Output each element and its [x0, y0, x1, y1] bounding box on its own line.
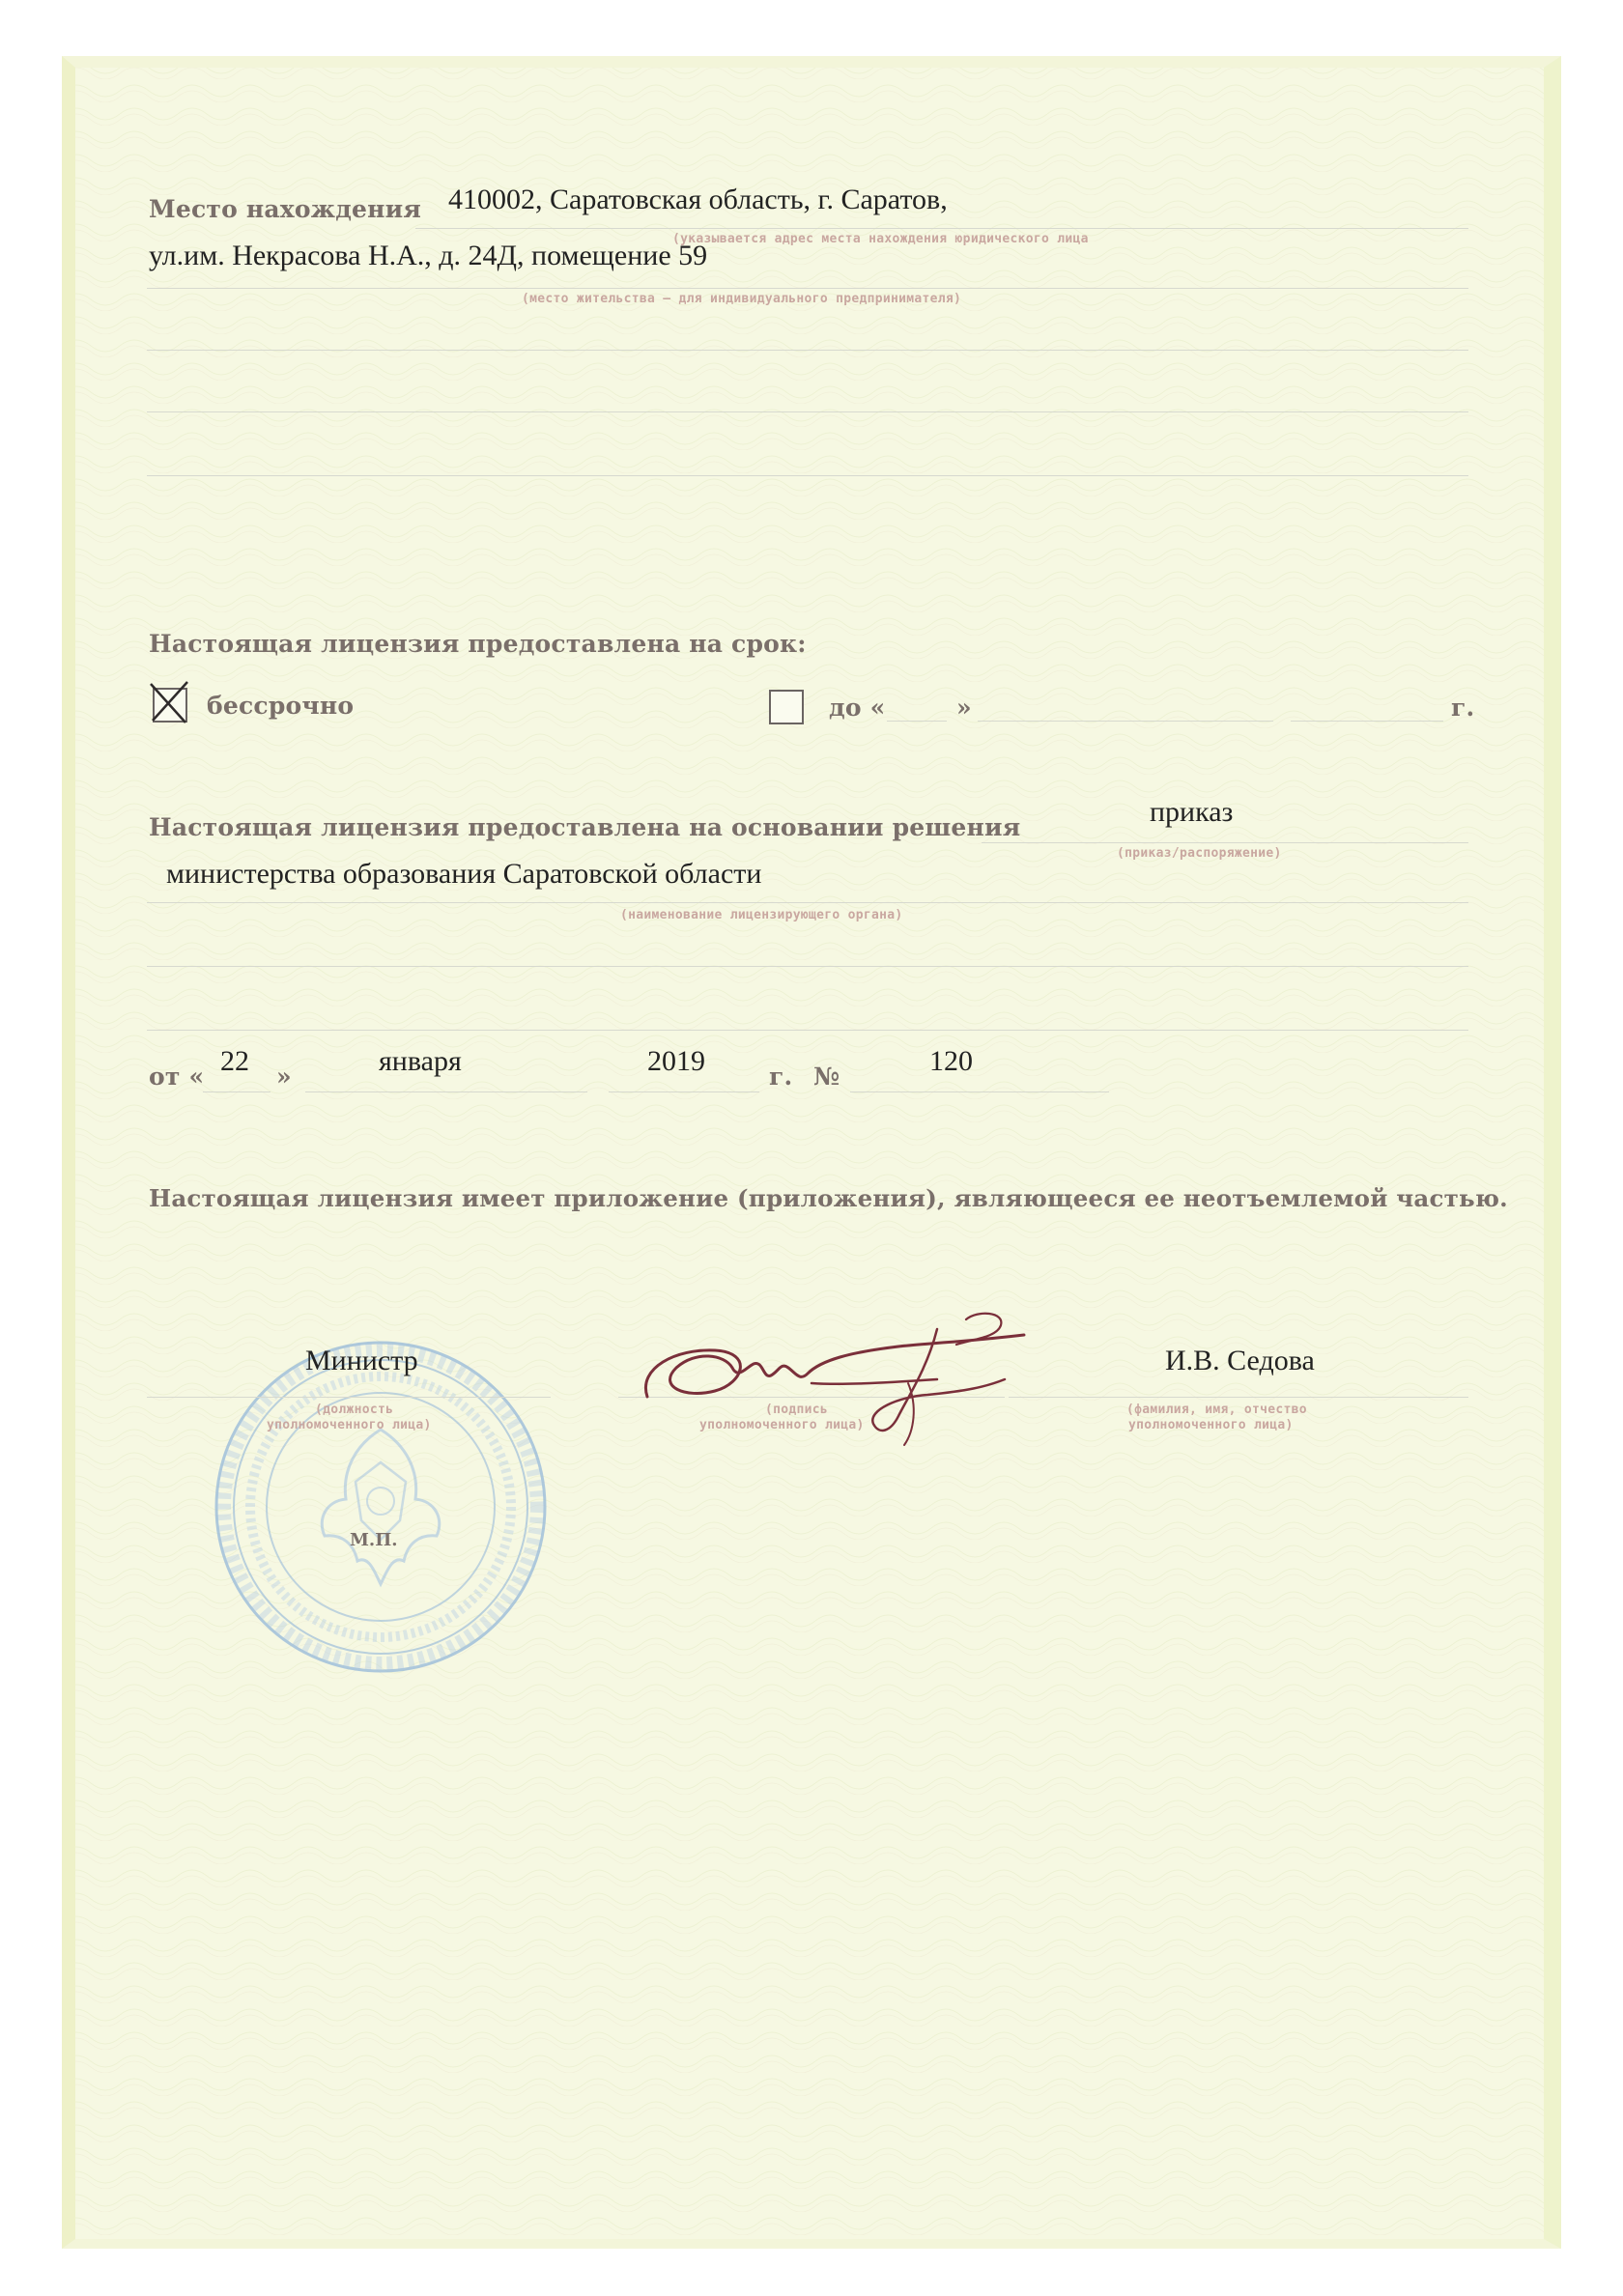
- underline: [147, 902, 1468, 903]
- signatory-position: Министр: [305, 1345, 418, 1376]
- underline: [147, 1030, 1468, 1031]
- licensing-authority: министерства образования Саратовской области: [166, 858, 762, 890]
- basis-label: Настоящая лицензия предоставлена на основании решения: [149, 813, 1021, 841]
- name-hint-1: (фамилия, имя, отчество: [1126, 1403, 1307, 1417]
- decision-hint: (приказ/распоряжение): [1117, 846, 1282, 861]
- decision-type: приказ: [1150, 796, 1234, 828]
- sign-hint-2: уполномоченного лица): [699, 1418, 865, 1432]
- underline: [203, 1091, 270, 1092]
- date-prefix: от «: [149, 1063, 205, 1091]
- underline: [147, 966, 1468, 967]
- address-hint-2: (место жительства – для индивидуального предпринимателя): [522, 292, 962, 306]
- date-year: 2019: [647, 1045, 705, 1077]
- sheet-border-ornament: [62, 56, 1561, 2249]
- stamp-place-label: М.П.: [350, 1530, 398, 1550]
- official-seal-stamp: [211, 1337, 551, 1677]
- until-prefix: до «: [829, 694, 886, 722]
- checkmark-x-icon: [147, 680, 193, 726]
- date-quote-close: »: [276, 1063, 292, 1091]
- authority-hint: (наименование лицензирующего органа): [620, 908, 903, 922]
- underline: [982, 842, 1468, 843]
- date-day: 22: [220, 1045, 249, 1077]
- sign-hint-1: (подпись: [765, 1403, 829, 1417]
- address-line-2: ул.им. Некрасова Н.А., д. 24Д, помещение 59: [149, 240, 708, 271]
- underline: [887, 721, 947, 722]
- underline: [850, 1091, 1109, 1092]
- term-label: Настоящая лицензия предоставлена на срок:: [149, 630, 807, 658]
- until-suffix: г.: [1451, 694, 1475, 722]
- name-hint-2: уполномоченного лица): [1128, 1418, 1294, 1432]
- address-label: Место нахождения: [149, 195, 422, 223]
- underline: [147, 411, 1468, 412]
- address-line-1: 410002, Саратовская область, г. Саратов,: [448, 184, 948, 215]
- underline: [147, 475, 1468, 476]
- signatory-name: И.В. Седова: [1165, 1345, 1315, 1376]
- order-number: 120: [929, 1045, 973, 1077]
- underline: [305, 1091, 587, 1092]
- until-checkbox[interactable]: [769, 690, 804, 724]
- until-mid: »: [956, 694, 972, 722]
- address-hint-1: (указывается адрес места нахождения юридического лица: [672, 232, 1089, 246]
- underline: [1291, 721, 1443, 722]
- underline: [147, 350, 1468, 351]
- date-month: января: [379, 1045, 462, 1077]
- underline: [609, 1091, 759, 1092]
- number-sign: №: [813, 1063, 840, 1091]
- unlimited-label: бессрочно: [207, 692, 355, 720]
- handwritten-signature: [618, 1290, 1043, 1455]
- underline: [978, 721, 1273, 722]
- unlimited-checkbox[interactable]: [153, 688, 187, 723]
- underline: [1009, 1397, 1468, 1398]
- position-hint-1: (должность: [315, 1403, 394, 1417]
- appendix-note: Настоящая лицензия имеет приложение (приложения), являющееся ее неотъемлемой частью.: [149, 1184, 1508, 1212]
- position-hint-2: уполномоченного лица): [267, 1418, 432, 1432]
- date-year-suffix: г.: [769, 1063, 793, 1091]
- license-sheet: [62, 56, 1561, 2249]
- underline: [415, 228, 1468, 229]
- underline: [147, 1397, 551, 1398]
- underline: [147, 288, 1468, 289]
